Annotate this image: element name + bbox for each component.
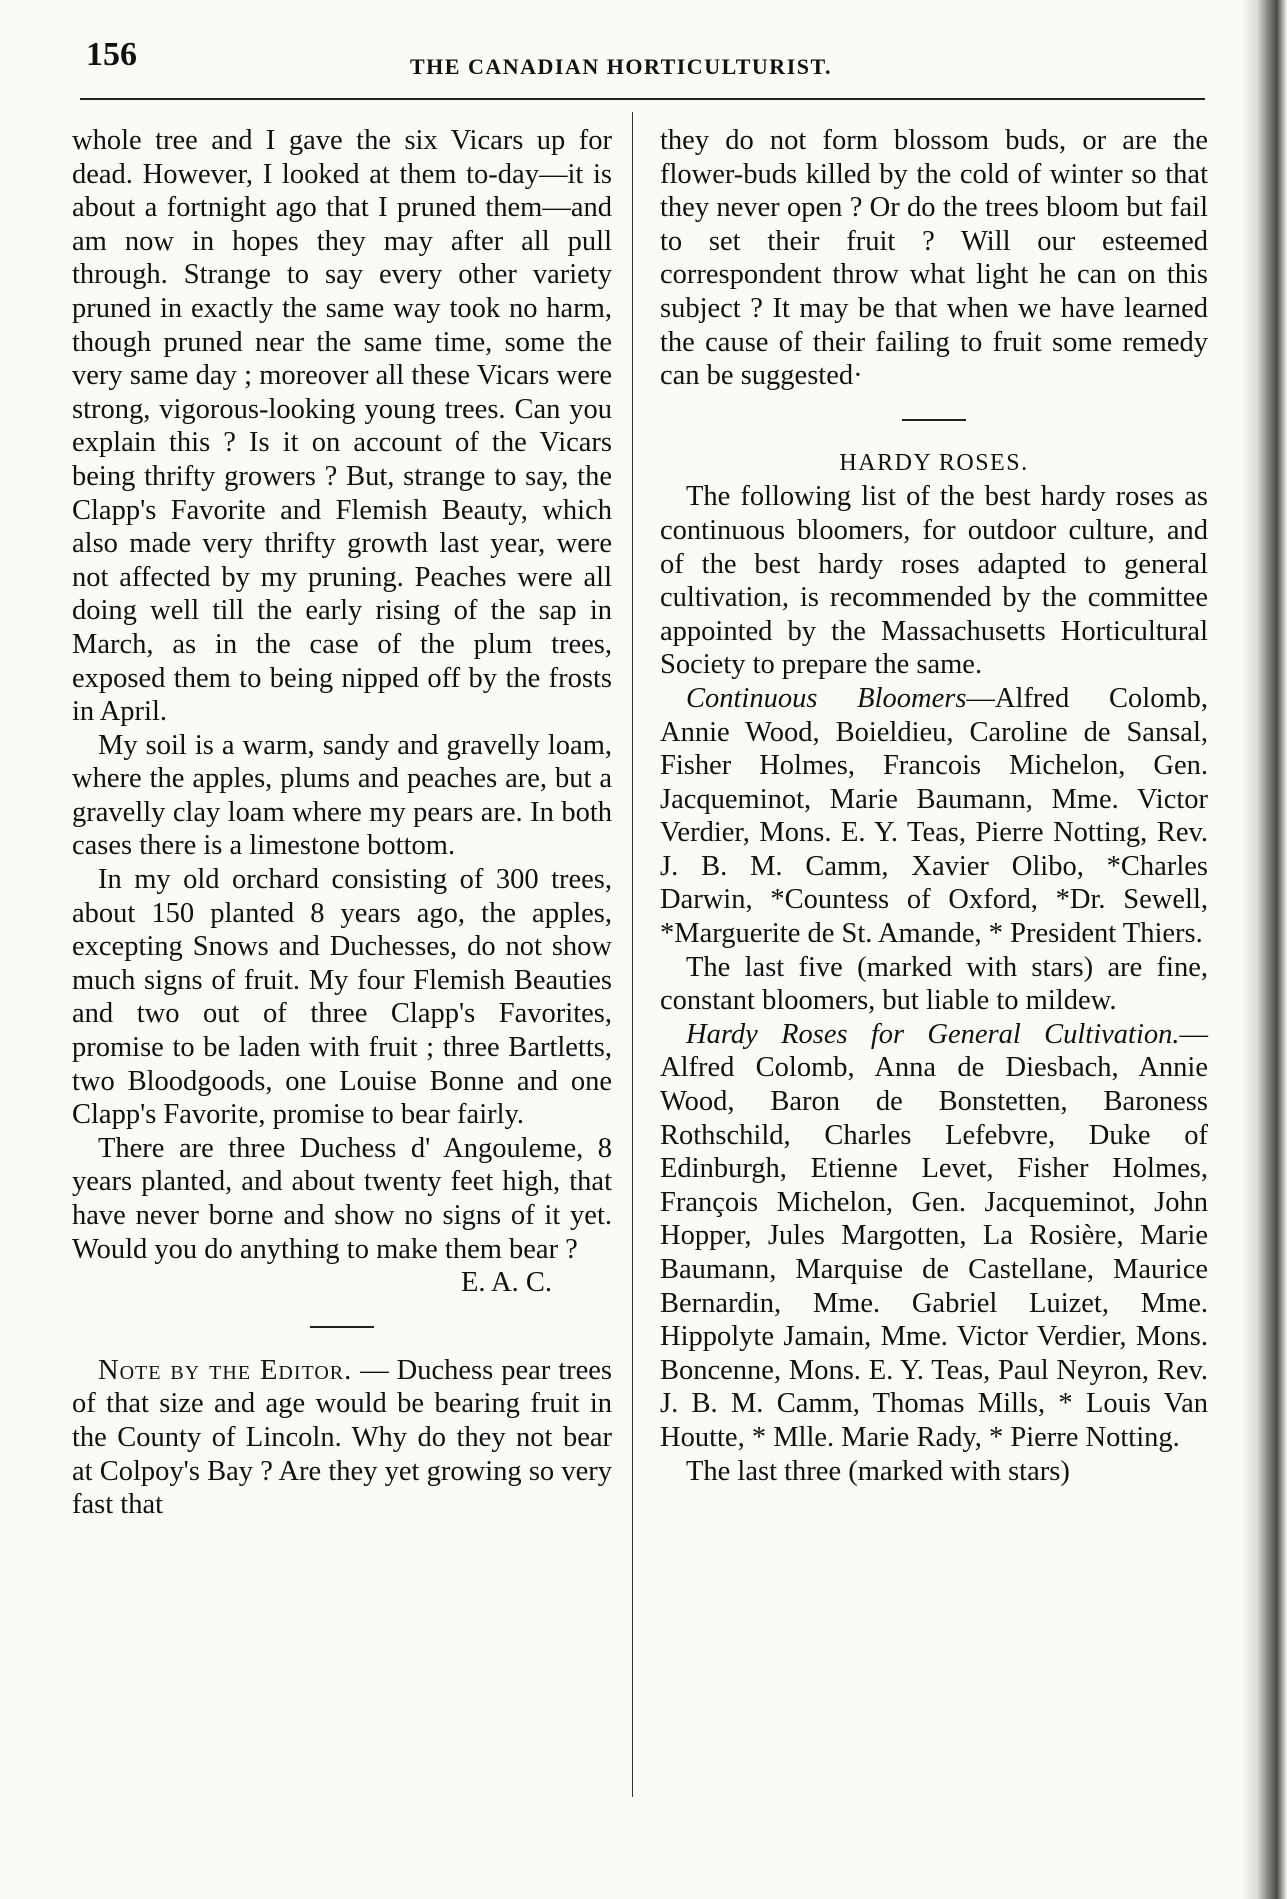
running-title: THE CANADIAN HORTICULTURIST. [410, 54, 833, 79]
page-header [80, 36, 1210, 96]
header-rule [80, 98, 1205, 100]
right-column [660, 124, 1208, 1488]
page-number: 156 [86, 36, 137, 73]
letter-paragraph-4: There are three Duchess d' Angouleme, 8 years planted, and about twenty feet high, that have never borne and show no signs of it yet. Would you do anything to make them bear ? [72, 1132, 612, 1265]
section-heading: HARDY ROSES. [839, 449, 1029, 476]
general-cultivation-label: Hardy Roses for General Cultivation. [686, 1018, 1180, 1050]
general-cultivation-list: —Alfred Colomb, Anna de Diesbach, Annie Wood, Baron de Bonstetten, Baroness Rothschild, Charles Lefebvre, Duke of Edinburgh, Etienne Levet, Fisher Holmes, François Michelon, Gen. Jacqueminot, John Hopper, Jules Margotten, La Rosière, Marie Baumann, Marquise de Castellane, Maurice Bernardin, Mme. Gabriel Luizet, Mme. Hippolyte Jamain, Mme. Victor Verdier, Mons. Boncenne, Mons. E. Y. Teas, Paul Neyron, Rev. J. B. M. Camm, Thomas Mills, * Louis Van Houtte, * Mlle. Marie Rady, * Pierre Notting. [660, 1018, 1208, 1453]
continuous-bloomers-list: —Alfred Colomb, Annie Wood, Boieldieu, Caroline de Sansal, Fisher Holmes, Francois Michelon, Gen. Jacqueminot, Marie Baumann, Mme. Victor Verdier, Mons. E. Y. Teas, Pierre Notting, Rev. J. B. M. Camm, Xavier Olibo, *Charles Darwin, *Countess of Oxford, *Dr. Sewell, *Marguerite de St. Amande, * President Thiers. [660, 682, 1208, 950]
column-divider [632, 112, 633, 1797]
letter-paragraph-3: In my old orchard consisting of 300 trees, about 150 planted 8 years ago, the apples, excepting Snows and Duchesses, do not show much signs of fruit. My four Flemish Beauties and two out of three Clapp's Favorites, promise to be laden with fruit ; three Bartletts, two Bloodgoods, one Louise Bonne and one Clapp's Favorite, promise to bear fairly. [72, 864, 612, 1131]
note-last-three: The last three (marked with stars) [686, 1455, 1070, 1487]
roses-intro: The following list of the best hardy roses as continuous bloomers, for outdoor culture, and of the best hardy roses adapted to general cultivation, is recommended by the committee appointed by the Massachusetts Horticultural Society to prepare the same. [660, 481, 1208, 681]
general-cultivation [660, 1018, 1208, 1455]
left-column [72, 124, 612, 1522]
note-last-five: The last five (marked with stars) are fine, constant bloomers, but liable to mildew. [660, 951, 1208, 1017]
editor-note-text: — Duchess pear trees of that size and age would be bearing fruit in the County of Lincoln. Why do they not bear at Colpoy's Bay ? Are they yet growing so very fast that [72, 1354, 612, 1521]
continuous-bloomers [660, 682, 1208, 951]
editor-note-continued: they do not form blossom buds, or are the flower-buds killed by the cold of winter so that they never open ? Or do the trees bloom but fail to set their fruit ? Will our esteemed correspondent throw what light he can on this subject ? It may be that when we have learned the cause of their failing to fruit some remedy can be suggested· [660, 125, 1208, 392]
letter-paragraph-1: whole tree and I gave the six Vicars up for dead. However, I looked at them to-day—it is about a fortnight ago that I pruned them—and am now in hopes they may after all pull through. Strange to say every other variety pruned in exactly the same way took no harm, though pruned near the same time, some the very same day ; moreover all these Vicars were strong, vigorous-looking young trees. Can you explain this ? Is it on account of the Vicars being thrifty growers ? But, strange to say, the Clapp's Favorite and Flemish Beauty, which also made very thrifty growth last year, were not affected by my pruning. Peaches were all doing well till the early rising of the sap in March, as in the case of the plum trees, exposed them to being nipped off by the frosts in April. [72, 125, 612, 728]
page-binding-edge [1241, 0, 1287, 1899]
continuous-bloomers-label: Continuous Bloomers [686, 682, 967, 714]
letter-signature: E. A. C. [460, 1267, 552, 1299]
editor-note-label: Note by the Editor. [98, 1354, 353, 1386]
editor-note [72, 1354, 612, 1522]
section-divider-right [902, 419, 966, 421]
letter-paragraph-2: My soil is a warm, sandy and gravelly loam, where the apples, plums and peaches are, but a gravelly clay loam where my pears are. In both cases there is a limestone bottom. [72, 729, 612, 862]
section-divider [310, 1326, 374, 1328]
